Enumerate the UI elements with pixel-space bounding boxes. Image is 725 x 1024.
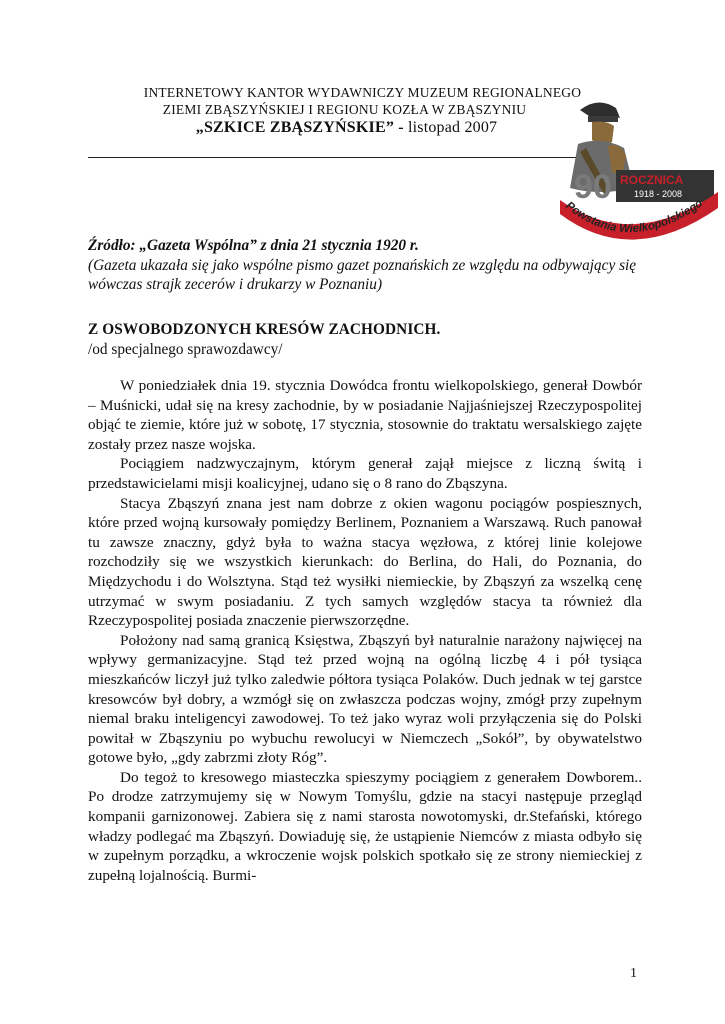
series-title: „SZKICE ZBĄSZYŃSKIE” - (195, 119, 404, 136)
issue-date: listopad 2007 (403, 119, 498, 136)
publisher-name-line1: INTERNETOWY KANTOR WYDAWNICZY MUZEUM REGIONALNEGO (143, 85, 582, 100)
anniversary-emblem-icon (550, 96, 720, 256)
emblem-arc-text: Powstania Wielkopolskiego (563, 197, 706, 236)
source-note: (Gazeta ukazała się jako wspólne pismo gazet poznańskich ze względu na odbywający się wówczas strajk zecerów i drukarzy w Poznaniu) (88, 256, 637, 293)
article-body (88, 376, 642, 885)
publisher-name-line2: ZIEMI ZBĄSZYŃSKIEJ I REGIONU KOZŁA W ZBĄSZYNIU (162, 102, 527, 117)
source-title: Źródło: „Gazeta Wspólna” z dnia 21 stycznia 1920 r. (88, 237, 419, 254)
header-divider (88, 157, 598, 158)
source-block (88, 236, 648, 295)
paragraph: Pociągiem nadzwyczajnym, którym generał zajął miejsce z liczną świtą i przedstawicielami misji koalicyjnej, udano się o 8 rano do Zbąszyna. (88, 455, 642, 492)
emblem-years: 1918 - 2008 (634, 189, 683, 199)
article-heading (88, 320, 648, 359)
article-title: Z OSWOBODZONYCH KRESÓW ZACHODNICH. (88, 321, 441, 338)
page-number: 1 (630, 966, 637, 981)
paragraph: Stacya Zbąszyń znana jest nam dobrze z okien wagonu pociągów pospiesznych, które przed wojną kursowały pomiędzy Berlinem, Poznaniem a Warszawą. Ruch panował tu zawsze znaczny, gdyż była to ważna stacya węzłowa, z której linie kolejowe rozchodziły się we wszystkich kierunkach: do Berlina, do Hali, do Poznania, do Międzychodu i do Wolsztyna. Stąd też wysiłki niemieckie, by Zbąszyń za wszelką cenę utrzymać w swym posiadaniu. Z tych samych względów stacya ta również dla Rzeczypospolitej posiada znaczenie pierwszorzędne. (88, 494, 642, 630)
emblem-number: 90 (574, 168, 612, 206)
article-byline: /od specjalnego sprawozdawcy/ (88, 340, 283, 358)
paragraph: Położony nad samą granicą Księstwa, Zbąszyń był naturalnie narażony najwięcej na wpływy germanizacyjne. Stąd też przed wojną na ogólną liczbę 4 i pół tysiąca mieszkańców liczył już tylko zaledwie półtora tysiąca Polaków. Duch jednak w tej garstce kresowców był dobry, a wzmógł się on zwłaszcza podczas wojny, zmógł przy zupełnym niemal braku inteligencyi zawodowej. To też jako wyraz woli przyłączenia się do Polski powitał w Zbąszyniu po wybuchu rewolucyi w Niemczech „Sokół”, by obywatelstwo gotowe było, „gdy zabrzmi złoty Róg”. (88, 631, 642, 767)
emblem-word: ROCZNICA (620, 173, 684, 187)
paragraph: Do tegoż to kresowego miasteczka spieszymy pociągiem z generałem Dowborem.. Po drodze zatrzymujemy się w Nowym Tomyślu, gdzie na stacyi następuje przegląd kompanii garnizonowej. Zabiera się z nami starosta nowotomyski, dr.Stefański, którego władzy podlegać ma Zbąszyń. Dowiaduję się, że ustąpienie Niemców z miasta odbyło się w zupełnym porządku, a wkroczenie wojsk polskich spotkało się ze strony niemieckiej z zupełną lojalnością. Burmi- (88, 768, 642, 884)
paragraph: W poniedziałek dnia 19. stycznia Dowódca frontu wielkopolskiego, generał Dowbór – Muśnicki, udał się na kresy zachodnie, by w posiadanie Najjaśniejszej Rzeczypospolitej objąć te ziemie, które już w sobotę, 17 stycznia, stosownie do traktatu wersalskiego zajęte zostały przez nasze wojska. (88, 377, 642, 453)
